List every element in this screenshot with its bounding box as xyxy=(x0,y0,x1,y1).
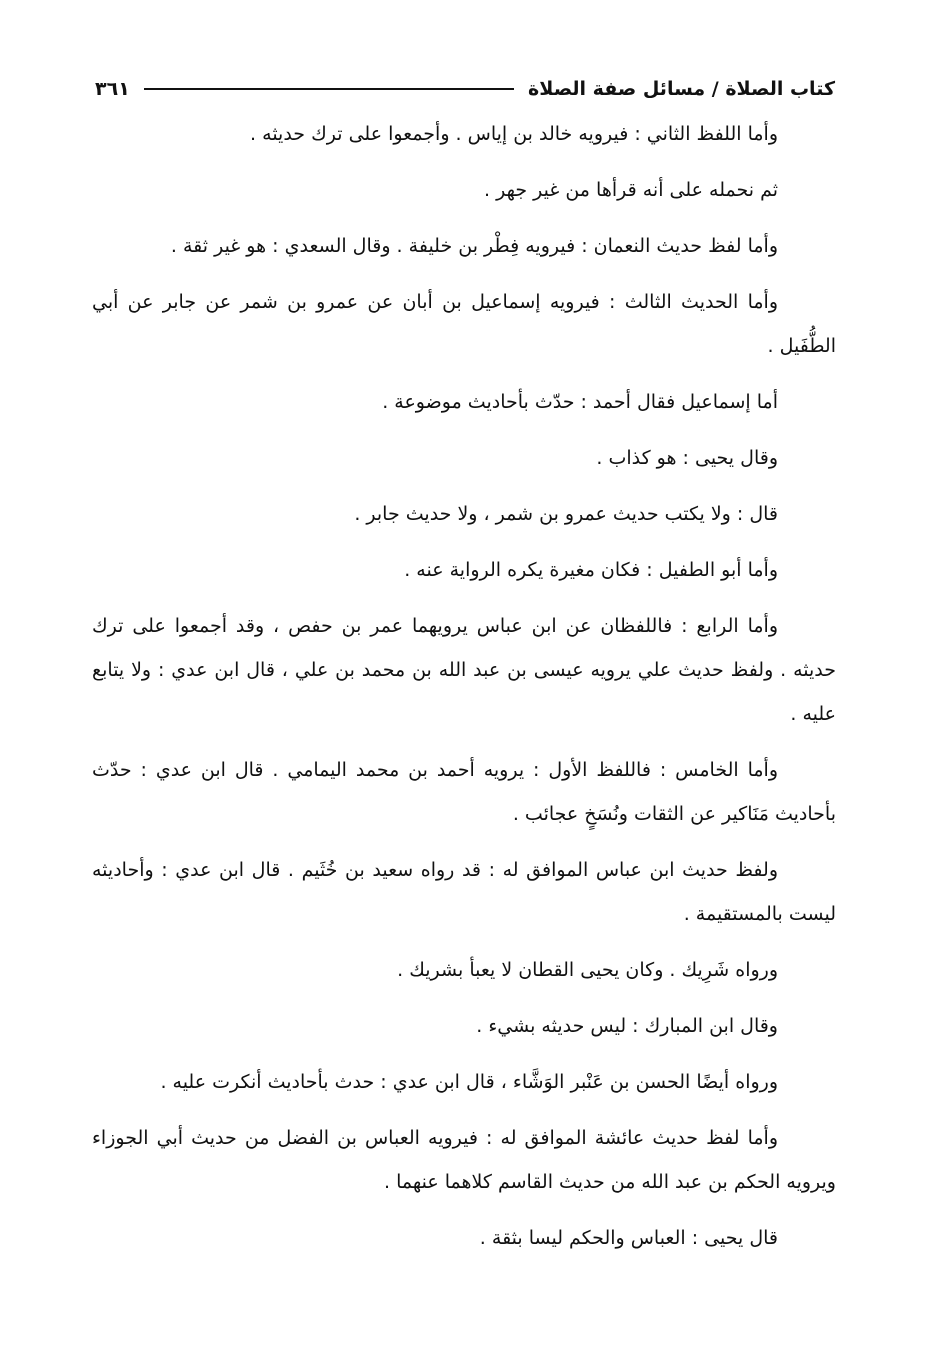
paragraph: وأما لفظ حديث عائشة الموافق له : فيرويه العباس بن الفضل من حديث أبي الجوزاء ويرويه الحكم بن عبد الله من حديث القاسم كلاهما عنهما . xyxy=(92,1127,836,1193)
paragraph: ورواه أيضًا الحسن بن عَنْبر الوَشَّاء ، قال ابن عدي : حدث بأحاديث أنكرت عليه . xyxy=(160,1071,778,1093)
paragraph: وأما الخامس : فاللفظ الأول : يرويه أحمد بن محمد اليمامي . قال ابن عدي : حدّث بأحاديث مَنَاكير عن الثقات ونُسَخٍ عجائب . xyxy=(92,759,836,825)
paragraph: وأما الحديث الثالث : فيرويه إسماعيل بن أبان عن عمرو بن شمر عن جابر عن أبي الطُّفَيل . xyxy=(92,291,836,357)
page-body xyxy=(92,112,836,1272)
page-header xyxy=(95,72,835,106)
paragraph: قال يحيى : العباس والحكم ليسا بثقة . xyxy=(479,1227,778,1249)
paragraph: وأما اللفظ الثاني : فيرويه خالد بن إياس . وأجمعوا على ترك حديثه . xyxy=(250,123,778,145)
paragraph: وأما لفظ حديث النعمان : فيرويه فِطْر بن خليفة . وقال السعدي : هو غير ثقة . xyxy=(170,235,778,257)
paragraph: وقال يحيى : هو كذاب . xyxy=(596,447,778,469)
paragraph: وقال ابن المبارك : ليس حديثه بشيء . xyxy=(476,1015,778,1037)
paragraph: وأما أبو الطفيل : فكان مغيرة يكره الرواية عنه . xyxy=(404,559,778,581)
paragraph: قال : ولا يكتب حديث عمرو بن شمر ، ولا حديث جابر . xyxy=(354,503,778,525)
page-number: ٣٦١ xyxy=(95,78,130,100)
header-rule xyxy=(144,88,514,90)
paragraph: أما إسماعيل فقال أحمد : حدّث بأحاديث موضوعة . xyxy=(382,391,778,413)
running-title: كتاب الصلاة / مسائل صفة الصلاة xyxy=(528,78,835,100)
paragraph: ورواه شَرِيك . وكان يحيى القطان لا يعبأ بشريك . xyxy=(397,959,778,981)
paragraph: ثم نحمله على أنه قرأها من غير جهر . xyxy=(484,179,778,201)
paragraph: ولفظ حديث ابن عباس الموافق له : قد رواه سعيد بن خُثَيم . قال ابن عدي : وأحاديثه ليست بالمستقيمة . xyxy=(92,859,836,925)
paragraph: وأما الرابع : فاللفظان عن ابن عباس يرويهما عمر بن حفص ، وقد أجمعوا على ترك حديثه . ولفظ حديث علي يرويه عيسى بن عبد الله بن محمد بن علي ، قال ابن عدي : ولا يتابع عليه . xyxy=(92,615,836,725)
